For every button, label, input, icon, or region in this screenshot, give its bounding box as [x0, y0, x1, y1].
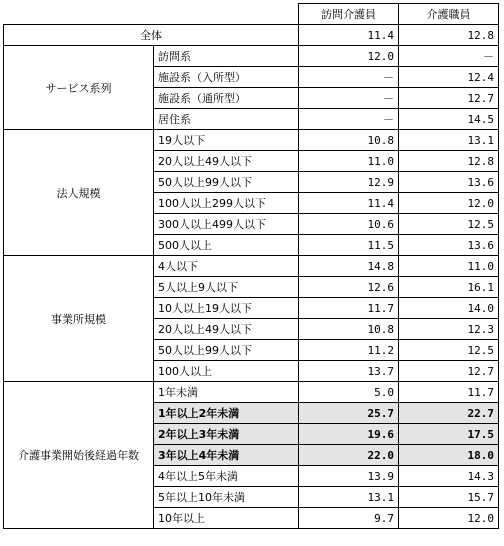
row-label: 5人以上9人以下 [154, 277, 299, 298]
value-care-worker: 12.4 [399, 67, 499, 88]
value-care-worker: 16.1 [399, 277, 499, 298]
group-category-label: 事業所規模 [4, 256, 154, 382]
value-home-care-worker: 5.0 [299, 382, 399, 403]
value-home-care-worker: － [299, 67, 399, 88]
value-home-care-worker: 9.7 [299, 508, 399, 529]
header-blank-cell [4, 4, 299, 25]
value-care-worker: 11.0 [399, 256, 499, 277]
value-care-worker: 12.0 [399, 193, 499, 214]
table-row [4, 256, 499, 277]
row-label: 訪問系 [154, 46, 299, 67]
value-home-care-worker: 13.7 [299, 361, 399, 382]
value-home-care-worker: 11.2 [299, 340, 399, 361]
value-home-care-worker: 12.0 [299, 46, 399, 67]
row-label: 500人以上 [154, 235, 299, 256]
value-home-care-worker: 10.6 [299, 214, 399, 235]
row-label: 100人以上299人以下 [154, 193, 299, 214]
row-label: 20人以上49人以下 [154, 319, 299, 340]
row-label: 19人以下 [154, 130, 299, 151]
value-home-care-worker: 19.6 [299, 424, 399, 445]
column-header-care-worker: 介護職員 [399, 4, 499, 25]
value-home-care-worker: － [299, 88, 399, 109]
value-home-care-worker: 13.1 [299, 487, 399, 508]
value-home-care-worker: 11.7 [299, 298, 399, 319]
row-label: 居住系 [154, 109, 299, 130]
row-label: 100人以上 [154, 361, 299, 382]
table-body [4, 4, 499, 529]
value-care-worker: － [399, 46, 499, 67]
value-care-worker: 13.1 [399, 130, 499, 151]
row-label: 10年以上 [154, 508, 299, 529]
value-care-worker: 12.7 [399, 88, 499, 109]
table-row [4, 382, 499, 403]
row-label: 施設系（入所型） [154, 67, 299, 88]
value-care-worker: 12.7 [399, 361, 499, 382]
group-category-label: 法人規模 [4, 130, 154, 256]
value-home-care-worker: 11.5 [299, 235, 399, 256]
row-label: 3年以上4年未満 [154, 445, 299, 466]
value-home-care-worker: 22.0 [299, 445, 399, 466]
value-care-worker: 14.5 [399, 109, 499, 130]
turnover-rate-table [3, 3, 499, 529]
row-label: 1年未満 [154, 382, 299, 403]
value-care-worker: 11.7 [399, 382, 499, 403]
value-home-care-worker: 13.9 [299, 466, 399, 487]
value-care-worker: 15.7 [399, 487, 499, 508]
value-care-worker: 14.3 [399, 466, 499, 487]
row-label: 10人以上19人以下 [154, 298, 299, 319]
value-care-worker: 12.3 [399, 319, 499, 340]
value-home-care-worker: 12.9 [299, 172, 399, 193]
value-home-care-worker: 12.6 [299, 277, 399, 298]
value-care-worker: 22.7 [399, 403, 499, 424]
value-care-worker: 13.6 [399, 235, 499, 256]
column-header-home-care-worker: 訪問介護員 [299, 4, 399, 25]
value-care-worker: 12.8 [399, 151, 499, 172]
table-row [4, 46, 499, 67]
value-home-care-worker: 10.8 [299, 130, 399, 151]
row-label: 4人以下 [154, 256, 299, 277]
group-category-label: サービス系列 [4, 46, 154, 130]
value-home-care-worker: 14.8 [299, 256, 399, 277]
table-wrapper [3, 3, 499, 529]
value-home-care-worker: 11.0 [299, 151, 399, 172]
row-label: 50人以上99人以下 [154, 172, 299, 193]
value-care-worker: 13.6 [399, 172, 499, 193]
row-label: 50人以上99人以下 [154, 340, 299, 361]
value-home-care-worker: 10.8 [299, 319, 399, 340]
row-label: 5年以上10年未満 [154, 487, 299, 508]
total-value-home-care-worker: 11.4 [299, 25, 399, 46]
value-care-worker: 17.5 [399, 424, 499, 445]
table-row [4, 130, 499, 151]
row-label: 300人以上499人以下 [154, 214, 299, 235]
value-home-care-worker: 11.4 [299, 193, 399, 214]
row-label: 20人以上49人以下 [154, 151, 299, 172]
row-label: 施設系（通所型） [154, 88, 299, 109]
row-label: 2年以上3年未満 [154, 424, 299, 445]
value-care-worker: 12.0 [399, 508, 499, 529]
value-care-worker: 18.0 [399, 445, 499, 466]
total-value-care-worker: 12.8 [399, 25, 499, 46]
total-row [4, 25, 499, 46]
total-label: 全体 [4, 25, 299, 46]
row-label: 4年以上5年未満 [154, 466, 299, 487]
value-home-care-worker: － [299, 109, 399, 130]
value-care-worker: 14.0 [399, 298, 499, 319]
value-care-worker: 12.5 [399, 340, 499, 361]
group-category-label: 介護事業開始後経過年数 [4, 382, 154, 529]
row-label: 1年以上2年未満 [154, 403, 299, 424]
header-row [4, 4, 499, 25]
value-home-care-worker: 25.7 [299, 403, 399, 424]
value-care-worker: 12.5 [399, 214, 499, 235]
